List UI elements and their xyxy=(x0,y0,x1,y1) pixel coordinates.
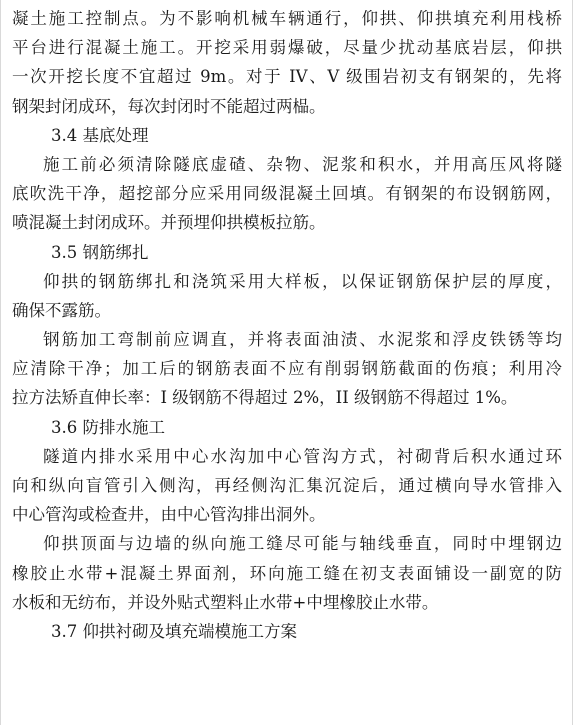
paragraph-first-line: 仰拱顶面与边墙的纵向施工缝尽可能与轴线垂直，同时中埋钢边 xyxy=(43,534,562,554)
paragraph-first-line: 仰拱的钢筋绑扎和浇筑采用大样板，以保证钢筋保护层的厚度， xyxy=(43,271,562,291)
paragraph-line: 一次开挖长度不宜超过 9m。对于 IV、V 级围岩初支有钢架的，先将 xyxy=(12,67,562,87)
paragraph-first-line: 隧道内排水采用中心水沟加中心管沟方式，衬砌背后积水通过环 xyxy=(43,446,562,466)
paragraph-line: 拉方法矫直伸长率：I 级钢筋不得超过 2%，II 级钢筋不得超过 1%。 xyxy=(12,388,518,408)
paragraph-line: 钢架封闭成环，每次封闭时不能超过两榀。 xyxy=(12,96,326,116)
paragraph-line: 凝土施工控制点。为不影响机械车辆通行，仰拱、仰拱填充利用栈桥 xyxy=(12,9,562,28)
paragraph-line: 确保不露筋。 xyxy=(12,300,111,320)
paragraph-line: 平台进行混凝土施工。开挖采用弱爆破，尽量少扰动基底岩层，仰拱 xyxy=(12,38,562,58)
document-body xyxy=(12,4,562,646)
paragraph-line: 应清除干净；加工后的钢筋表面不应有削弱钢筋截面的伤痕；利用冷 xyxy=(12,359,562,379)
paragraph-line: 水板和无纺布，并设外贴式塑料止水带+中埋橡胶止水带。 xyxy=(12,592,439,612)
section-heading: 3.7 仰拱衬砌及填充端模施工方案 xyxy=(51,621,297,641)
paragraph-first-line: 钢筋加工弯制前应调直，并将表面油渍、水泥浆和浮皮铁锈等均 xyxy=(43,330,562,350)
paragraph-line: 底吹洗干净，超挖部分应采用同级混凝土回填。有钢架的布设钢筋网， xyxy=(12,184,562,204)
section-heading: 3.6 防排水施工 xyxy=(51,417,165,437)
paragraph-line: 中心管沟或检查井，由中心管沟排出洞外。 xyxy=(12,505,326,525)
paragraph-line: 喷混凝土封闭成环。并预埋仰拱模板拉筋。 xyxy=(12,213,326,233)
paragraph-first-line: 施工前必须清除隧底虚碴、杂物、泥浆和积水，并用高压风将隧 xyxy=(43,154,562,174)
paragraph-line: 向和纵向盲管引入侧沟，再经侧沟汇集沉淀后，通过横向导水管排入 xyxy=(12,476,562,495)
section-heading: 3.5 钢筋绑扎 xyxy=(51,242,149,262)
section-heading: 3.4 基底处理 xyxy=(51,125,149,145)
paragraph-line: 橡胶止水带+混凝土界面剂，环向施工缝在初支表面铺设一副宽的防 xyxy=(12,563,562,583)
